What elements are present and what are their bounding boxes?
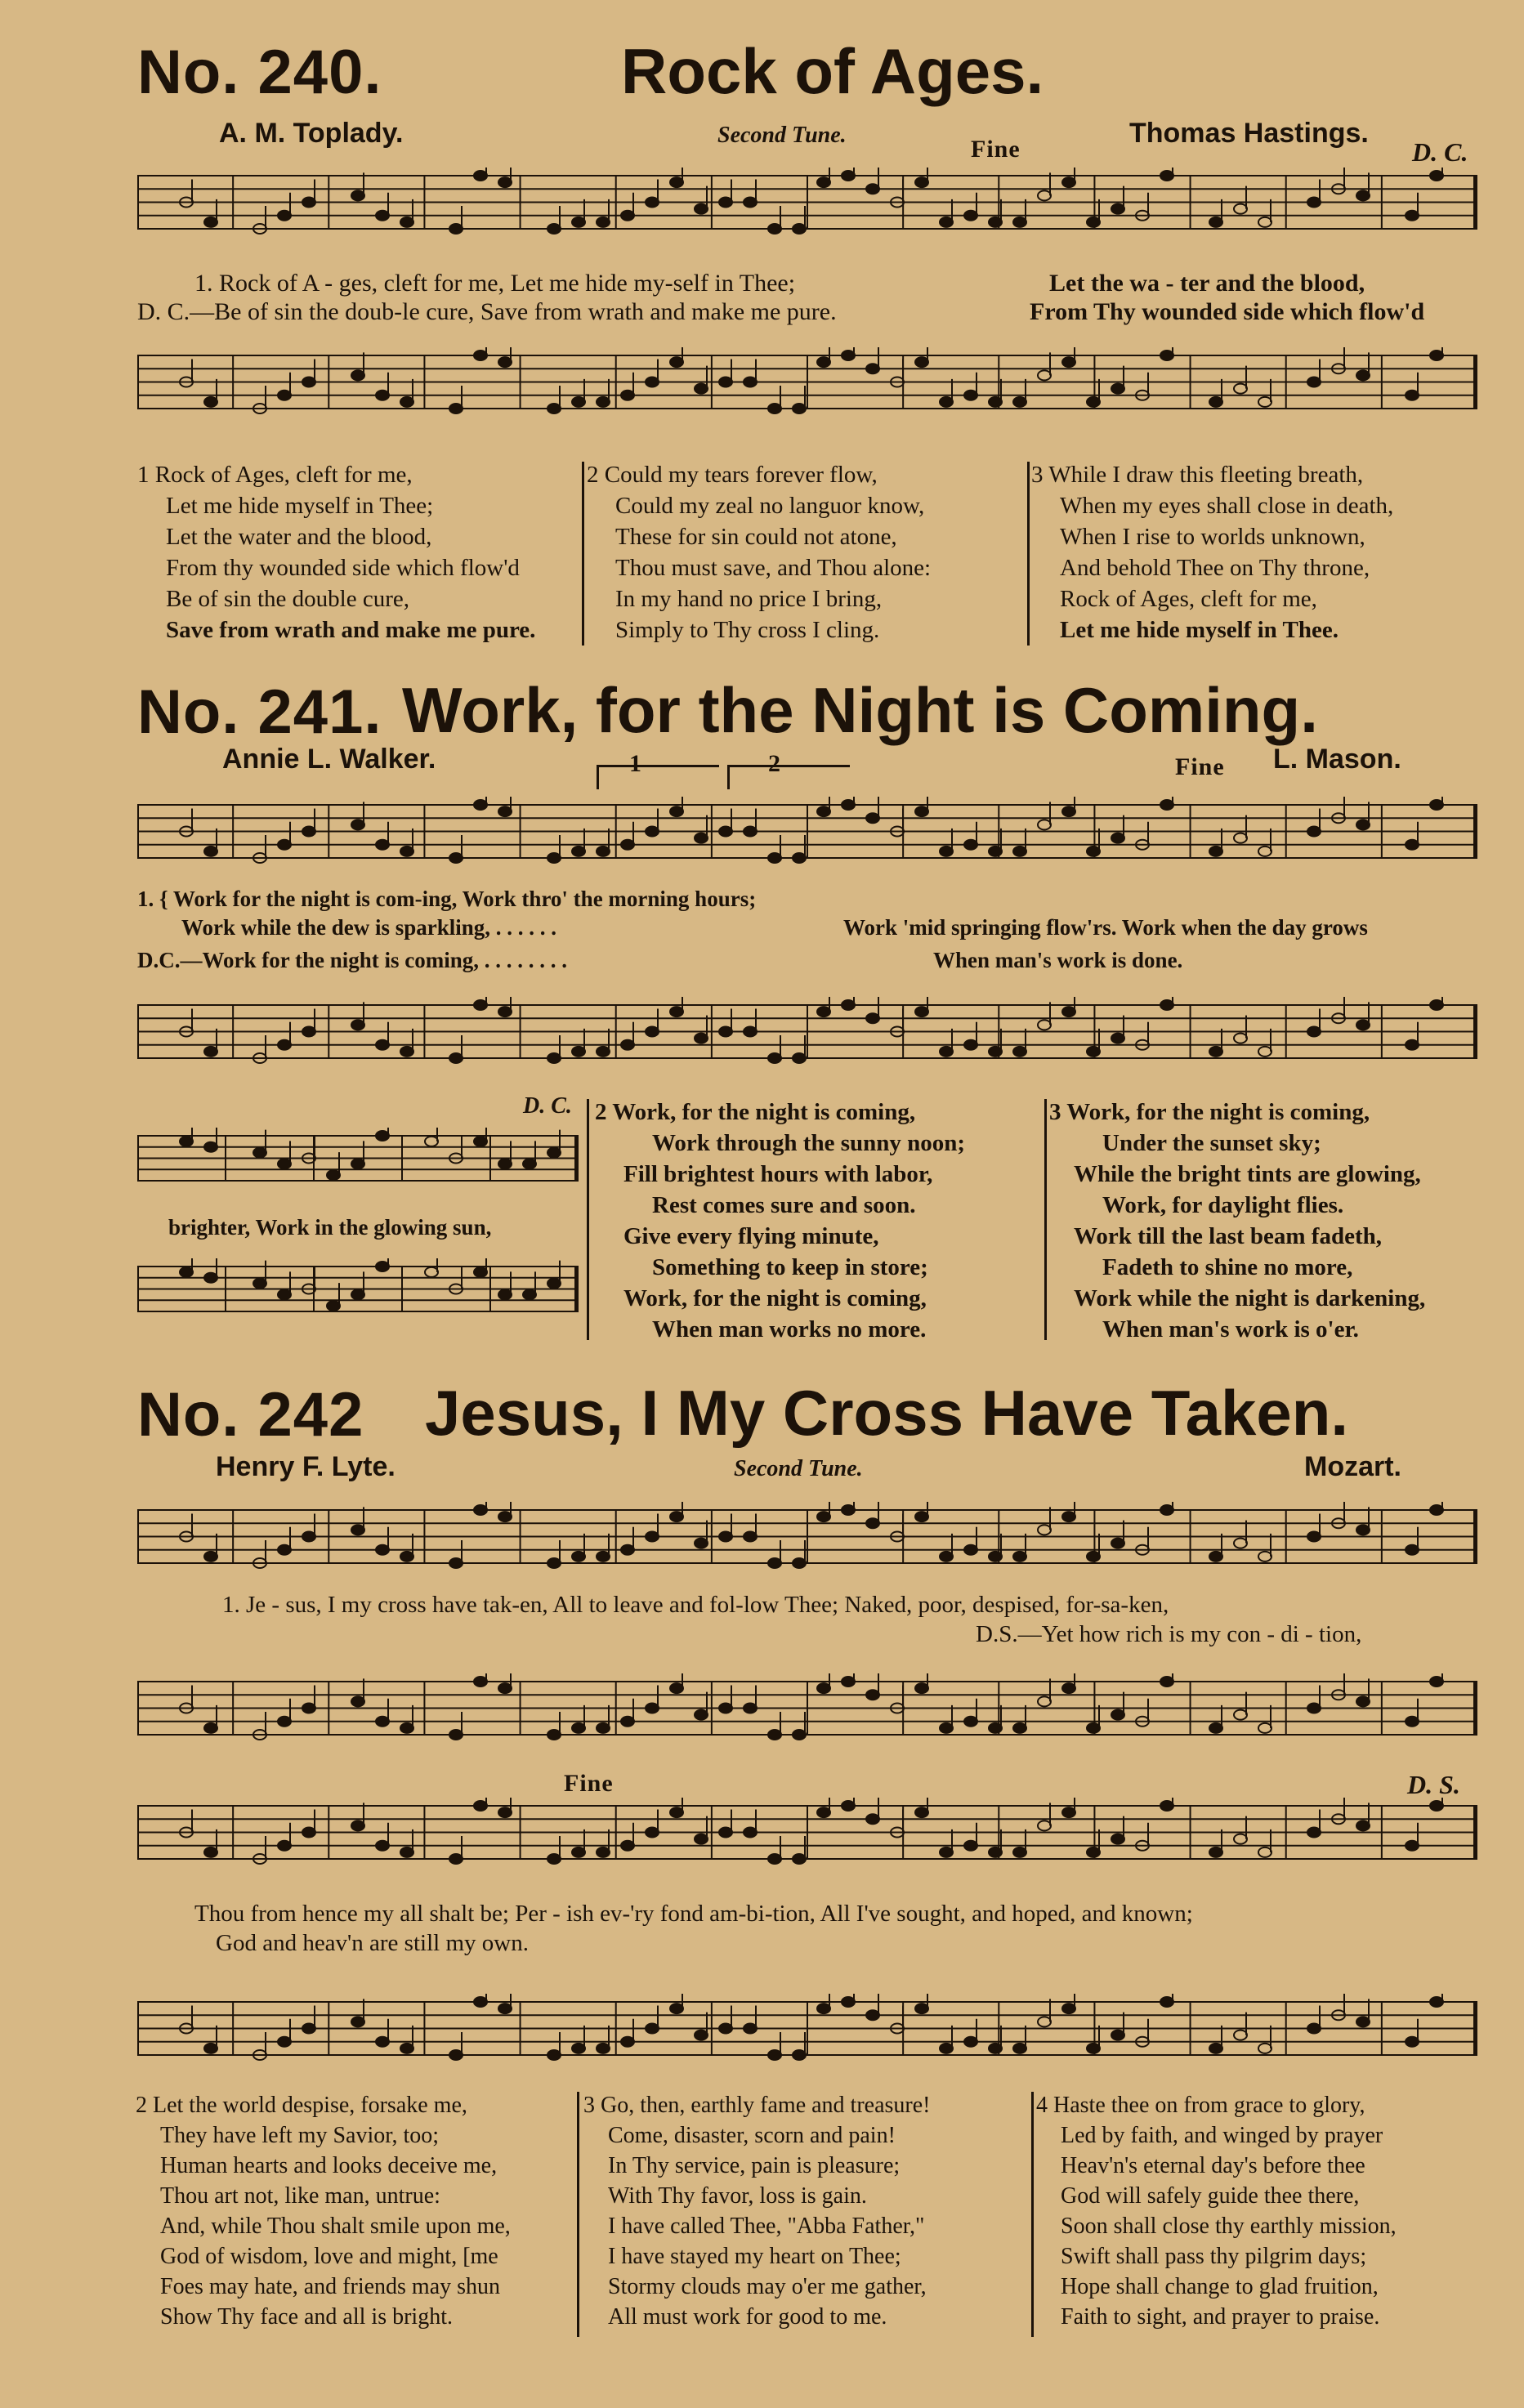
verse-line: God will safely guide thee there, bbox=[1061, 2183, 1360, 2209]
verse-2 bbox=[136, 2090, 511, 2332]
music-staff-treble bbox=[137, 797, 1477, 870]
verse-1 bbox=[137, 459, 535, 646]
verse-line: And, while Thou shalt smile upon me, bbox=[160, 2214, 511, 2239]
volta-2-label: 2 bbox=[768, 750, 781, 777]
music-staff-bass bbox=[137, 1673, 1477, 1747]
verse-line: God of wisdom, love and might, [me bbox=[160, 2244, 498, 2269]
hymn-number: No. 240. bbox=[137, 38, 382, 107]
verse-line: And behold Thee on Thy throne, bbox=[1060, 555, 1370, 581]
lyric-line: D.S.—Yet how rich is my con - di - tion, bbox=[976, 1621, 1362, 1647]
column-divider bbox=[1027, 462, 1030, 646]
verse-line: Hope shall change to glad fruition, bbox=[1061, 2274, 1379, 2299]
lyric-line: 1. Rock of A - ges, cleft for me, Let me hide my-self in Thee; bbox=[194, 270, 796, 297]
verse-3 bbox=[1031, 459, 1393, 646]
hymn-composer: Mozart. bbox=[1304, 1451, 1401, 1482]
lyric-line: D.C.—Work for the night is coming, . . . . . . . . bbox=[137, 948, 568, 972]
verse-line: When man's work is o'er. bbox=[1102, 1316, 1359, 1342]
fine-marker: Fine bbox=[1175, 753, 1225, 780]
column-divider bbox=[577, 2092, 579, 2337]
verse-line: Led by faith, and winged by prayer bbox=[1061, 2123, 1383, 2148]
dc-marker: D. C. bbox=[523, 1093, 572, 1119]
lyric-line: From Thy wounded side which flow'd bbox=[1030, 298, 1425, 325]
lyric-line: brighter, Work in the glowing sun, bbox=[168, 1215, 492, 1240]
verse-line: 2 Could my tears forever flow, bbox=[587, 462, 878, 488]
lyric-line: Work 'mid springing flow'rs. Work when the day grows bbox=[843, 915, 1368, 940]
verse-line: Something to keep in store; bbox=[652, 1254, 928, 1280]
lyric-line: D. C.—Be of sin the doub-le cure, Save from wrath and make me pure. bbox=[137, 298, 837, 325]
tune-note: Second Tune. bbox=[717, 123, 847, 148]
ds-marker: D. S. bbox=[1407, 1770, 1460, 1799]
music-staff-bass bbox=[137, 347, 1477, 421]
dc-marker: D. C. bbox=[1412, 137, 1468, 167]
column-divider bbox=[1044, 1099, 1047, 1340]
verse-line: 4 Haste thee on from grace to glory, bbox=[1036, 2093, 1365, 2118]
verse-line: Swift shall pass thy pilgrim days; bbox=[1061, 2244, 1367, 2269]
verse-line: Thou art not, like man, untrue: bbox=[160, 2183, 440, 2209]
music-staff-bass bbox=[137, 997, 1477, 1070]
music-staff-treble-small bbox=[137, 1128, 579, 1193]
verse-line: Simply to Thy cross I cling. bbox=[615, 617, 880, 643]
verse-line: Thou must save, and Thou alone: bbox=[615, 555, 932, 581]
lyric-line: Thou from hence my all shalt be; Per - ish ev-'ry fond am-bi-tion, All I've sought, and hoped, and known; bbox=[194, 1901, 1193, 1927]
verse-4 bbox=[1036, 2090, 1397, 2332]
verse-line: 3 Go, then, earthly fame and treasure! bbox=[583, 2093, 931, 2118]
verse-line: They have left my Savior, too; bbox=[160, 2123, 440, 2148]
verse-line: Stormy clouds may o'er me gather, bbox=[608, 2274, 927, 2299]
verse-line: 3 While I draw this fleeting breath, bbox=[1031, 462, 1364, 488]
verse-line: Work, for daylight flies. bbox=[1102, 1192, 1344, 1218]
verse-line: While the bright tints are glowing, bbox=[1074, 1161, 1421, 1187]
verse-line: Under the sunset sky; bbox=[1102, 1130, 1321, 1156]
fine-marker: Fine bbox=[564, 1770, 614, 1797]
verse-line: Human hearts and looks deceive me, bbox=[160, 2153, 498, 2178]
verse-line: When I rise to worlds unknown, bbox=[1060, 524, 1365, 550]
lyric-line: 1. Je - sus, I my cross have tak-en, All to leave and fol-low Thee; Naked, poor, despised, for-sa-ken, bbox=[222, 1592, 1169, 1618]
verse-2 bbox=[595, 1097, 965, 1345]
lyric-line: 1. { Work for the night is com-ing, Work thro' the morning hours; bbox=[137, 887, 757, 911]
verse-line: 3 Work, for the night is coming, bbox=[1049, 1099, 1370, 1125]
hymn-title: Jesus, I My Cross Have Taken. bbox=[425, 1377, 1349, 1449]
verse-line: I have stayed my heart on Thee; bbox=[608, 2244, 901, 2269]
verse-line: 2 Work, for the night is coming, bbox=[595, 1099, 916, 1125]
verse-line: Heav'n's eternal day's before thee bbox=[1061, 2153, 1365, 2178]
verse-line: When man works no more. bbox=[652, 1316, 927, 1342]
verse-line: With Thy favor, loss is gain. bbox=[608, 2183, 867, 2209]
verse-line: Show Thy face and all is bright. bbox=[160, 2304, 453, 2330]
verse-line: 2 Let the world despise, forsake me, bbox=[136, 2093, 467, 2118]
music-staff-treble bbox=[137, 168, 1477, 241]
fine-marker: Fine bbox=[971, 136, 1021, 163]
lyric-line: When man's work is done. bbox=[933, 948, 1183, 972]
verse-line: When my eyes shall close in death, bbox=[1060, 493, 1394, 519]
column-divider bbox=[582, 462, 584, 646]
music-staff-treble bbox=[137, 1502, 1477, 1575]
verse-line: Work till the last beam fadeth, bbox=[1074, 1223, 1382, 1249]
verse-line: In Thy service, pain is pleasure; bbox=[608, 2153, 901, 2178]
verse-line: 1 Rock of Ages, cleft for me, bbox=[137, 462, 413, 488]
tune-note: Second Tune. bbox=[734, 1456, 863, 1481]
verse-2 bbox=[587, 459, 931, 646]
verse-line: All must work for good to me. bbox=[608, 2304, 887, 2330]
verse-line: Soon shall close thy earthly mission, bbox=[1061, 2214, 1397, 2239]
verse-3 bbox=[1049, 1097, 1425, 1345]
verse-line: I have called Thee, "Abba Father," bbox=[608, 2214, 925, 2239]
verse-line: Give every flying minute, bbox=[623, 1223, 879, 1249]
verse-line: Work, for the night is coming, bbox=[623, 1285, 927, 1311]
hymn-number: No. 242 bbox=[137, 1380, 364, 1450]
volta-brackets bbox=[597, 750, 1013, 783]
verse-line: Could my zeal no languor know, bbox=[615, 493, 925, 519]
hymn-composer: Thomas Hastings. bbox=[1129, 118, 1369, 149]
verse-line: Let me hide myself in Thee; bbox=[166, 493, 434, 519]
music-staff-treble bbox=[137, 1798, 1477, 1871]
verse-line: Save from wrath and make me pure. bbox=[166, 617, 536, 643]
verse-line: Foes may hate, and friends may shun bbox=[160, 2274, 501, 2299]
verse-line: Let the water and the blood, bbox=[166, 524, 432, 550]
column-divider bbox=[587, 1099, 589, 1340]
verse-line: These for sin could not atone, bbox=[615, 524, 897, 550]
verse-line: Work through the sunny noon; bbox=[652, 1130, 966, 1156]
verse-line: Be of sin the double cure, bbox=[166, 586, 409, 612]
verse-line: Rest comes sure and soon. bbox=[652, 1192, 916, 1218]
hymn-title: Work, for the Night is Coming. bbox=[402, 674, 1318, 746]
verse-line: Let me hide myself in Thee. bbox=[1060, 617, 1339, 643]
lyric-line: God and heav'n are still my own. bbox=[216, 1930, 529, 1956]
music-staff-bass-small bbox=[137, 1258, 579, 1324]
volta-1-label: 1 bbox=[629, 750, 642, 777]
hymn-author: Henry F. Lyte. bbox=[216, 1451, 396, 1482]
hymn-number: No. 241. bbox=[137, 677, 382, 747]
verse-line: From thy wounded side which flow'd bbox=[166, 555, 520, 581]
verse-line: Faith to sight, and prayer to praise. bbox=[1061, 2304, 1380, 2330]
column-divider bbox=[1031, 2092, 1034, 2337]
verse-3 bbox=[583, 2090, 930, 2332]
hymn-title: Rock of Ages. bbox=[621, 35, 1044, 107]
verse-line: Work while the night is darkening, bbox=[1074, 1285, 1426, 1311]
verse-line: Come, disaster, scorn and pain! bbox=[608, 2123, 896, 2148]
hymn-author: A. M. Toplady. bbox=[219, 118, 404, 149]
hymn-composer: L. Mason. bbox=[1273, 744, 1401, 775]
lyric-line: Let the wa - ter and the blood, bbox=[1049, 270, 1365, 297]
verse-line: Fill brightest hours with labor, bbox=[623, 1161, 933, 1187]
hymn-author: Annie L. Walker. bbox=[222, 744, 436, 775]
music-staff-bass bbox=[137, 1994, 1477, 2067]
verse-line: In my hand no price I bring, bbox=[615, 586, 883, 612]
lyric-line: Work while the dew is sparkling, . . . . . . bbox=[181, 915, 557, 940]
verse-line: Fadeth to shine no more, bbox=[1102, 1254, 1353, 1280]
verse-line: Rock of Ages, cleft for me, bbox=[1060, 586, 1317, 612]
